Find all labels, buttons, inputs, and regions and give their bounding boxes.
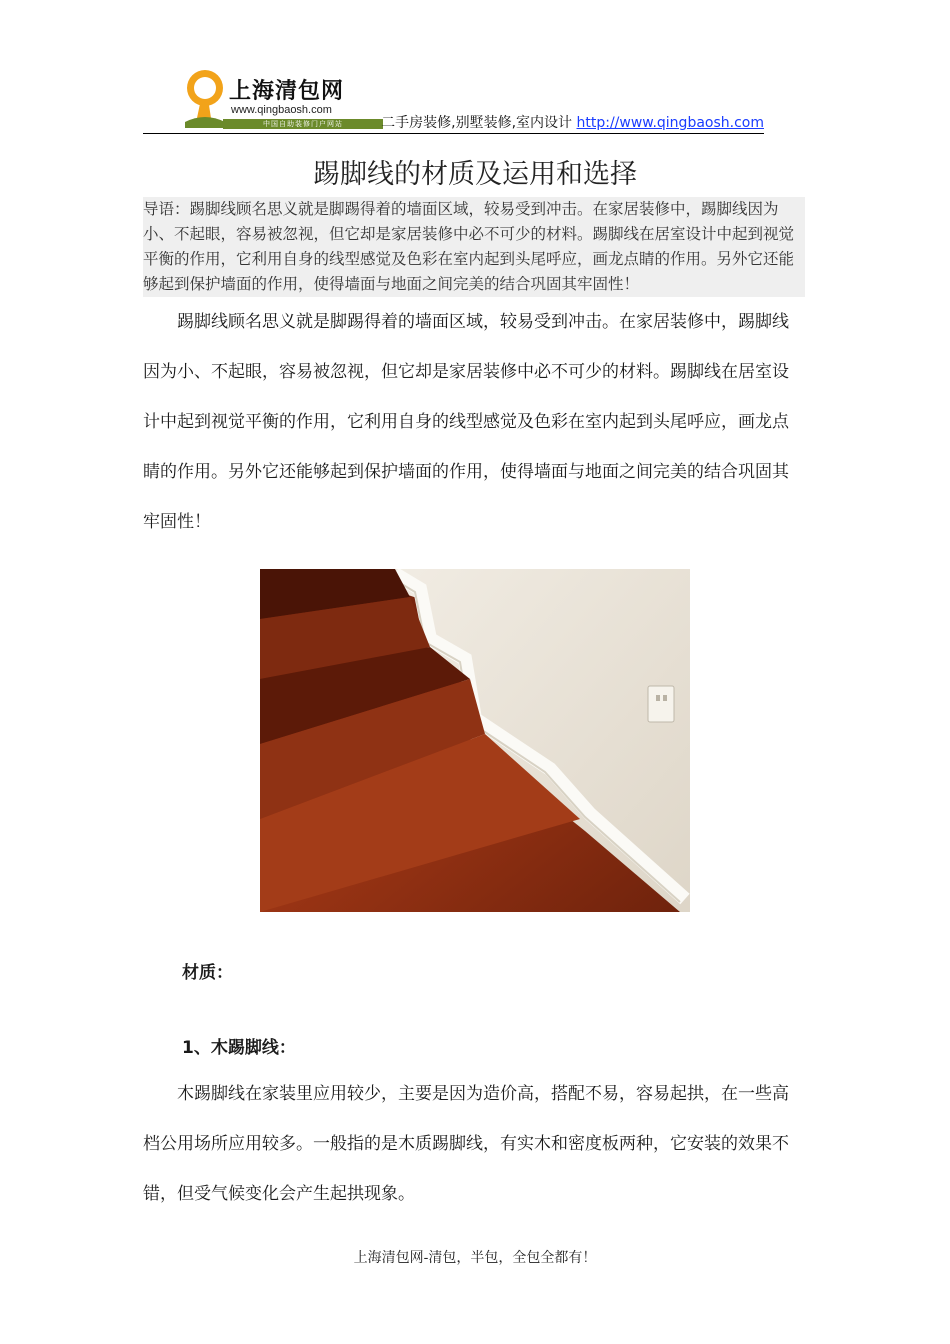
site-logo[interactable] [181,66,351,130]
body-paragraph-2: 木踢脚线在家装里应用较少，主要是因为造价高，搭配不易，容易起拱，在一些高档公用场所应用较多。一般指的是木质踢脚线，有实木和密度板两种，它安装的效果不错，但受气候变化会产生起拱现象。 [143,1084,789,1204]
page-header [143,62,764,134]
intro-summary: 导语：踢脚线顾名思义就是脚踢得着的墙面区域，较易受到冲击。在家居装修中，踢脚线因为小、不起眼，容易被忽视，但它却是家居装修中必不可少的材料。踢脚线在居室设计中起到视觉平衡的作用，它利用自身的线型感觉及色彩在室内起到头尾呼应，画龙点睛的作用。另外它还能够起到保护墙面的作用，使得墙面与地面之间完美的结合巩固其牢固性！ [143,197,805,297]
page-footer: 上海清包网-清包，半包，全包全都有！ [353,1250,597,1266]
section-heading-material: 材质： [182,963,233,983]
logo-title: 上海清包网 [229,78,345,104]
page-title: 踢脚线的材质及运用和选择 [313,159,637,190]
tagline-text: 二手房装修,别墅装修,室内设计 [381,115,573,131]
logo-subtitle: 中国自助装修门户网站 [223,119,383,129]
header-divider [143,133,764,134]
section-heading-wood: 1、木踢脚线： [182,1038,296,1058]
sun-logo-icon [181,66,229,130]
body-paragraph-1: 踢脚线顾名思义就是脚踢得着的墙面区域，较易受到冲击。在家居装修中，踢脚线因为小、不起眼，容易被忽视，但它却是家居装修中必不可少的材料。踢脚线在居室设计中起到视觉平衡的作用，它利用自身的线型感觉及色彩在室内起到头尾呼应，画龙点睛的作用。另外它还能够起到保护墙面的作用，使得墙面与地面之间完美的结合巩固其牢固性！ [143,312,789,532]
stair-baseboard-photo [260,569,690,912]
site-link[interactable]: http://www.qingbaosh.com [576,115,764,131]
logo-url: www.qingbaosh.com [231,104,332,116]
header-tagline [381,112,764,132]
